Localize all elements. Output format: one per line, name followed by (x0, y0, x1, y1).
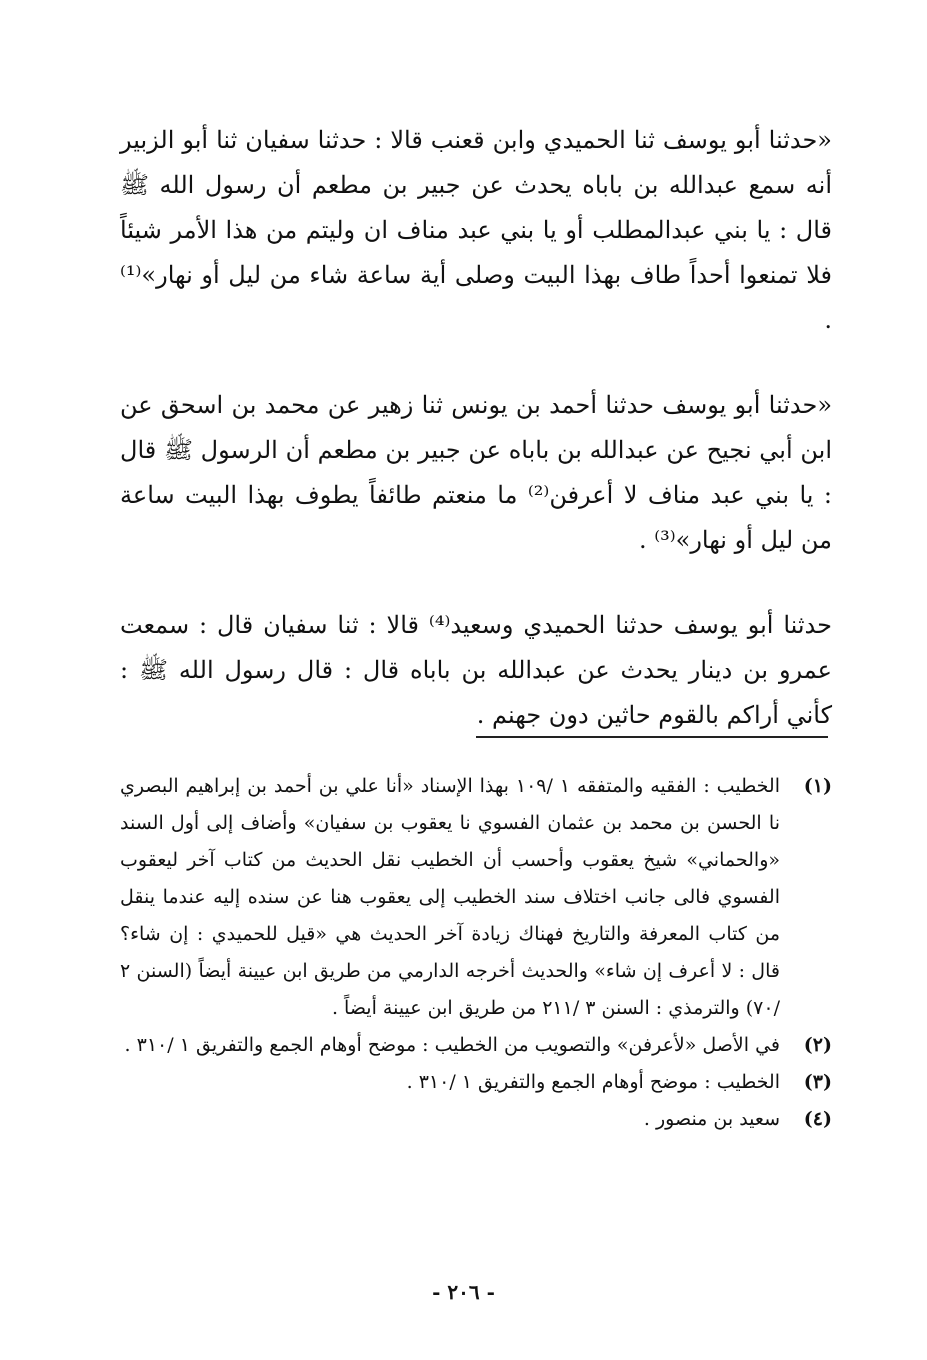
footnote-2 (120, 1027, 832, 1064)
footnote-text: الخطيب : الفقيه والمتفقه ١ /١٠٩ بهذا الإسناد «أنا علي بن أحمد بن إبراهيم البصري نا الحسن بن محمد بن عثمان الفسوي نا يعقوب بن سفيان» وأضاف إلى أول السند «والحماني» شيخ يعقوب وأحسب أن الخطيب نقل الحديث من كتاب آخر ليعقوب الفسوي فالى جانب اختلاف سند الخطيب إلى يعقوب هنا عن سنده إليه عندما ينقل من كتاب المعرفة والتاريخ فهناك زيادة آخر الحديث هي «قيل للحميدي : إن شاء؟ قال : لا أعرف إن شاء» والحديث أخرجه الدارمي من طريق ابن عيينة أيضاً (السنن ٢ /٧٠) والترمذي : السنن ٣ /٢١١ من طريق ابن عيينة أيضاً . (120, 775, 780, 1019)
footnote-number: (٢) (803, 1034, 832, 1056)
footnote-text: الخطيب : موضح أوهام الجمع والتفريق ١ /٣١٠ . (406, 1071, 780, 1093)
hadith-paragraph-3: حدثنا أبو يوسف حدثنا الحميدي وسعيد⁽⁴⁾ قالا : ثنا سفيان قال : سمعت عمرو بن دينار يحدث عن عبدالله بن باباه قال : قال رسول الله ﷺ : كأني أراكم بالقوم حاثين دون جهنم . (120, 611, 832, 729)
footnote-1 (120, 768, 832, 1027)
footnote-text: سعيد بن منصور . (643, 1108, 780, 1130)
hadith-paragraph-1: «حدثنا أبو يوسف ثنا الحميدي وابن قعنب قالا : حدثنا سفيان ثنا أبو الزبير أنه سمع عبدالله بن باباه يحدث عن جبير بن مطعم أن رسول الله ﷺ قال : يا بني عبدالمطلب أو يا بني عبد مناف ان وليتم من هذا الأمر شيئاً فلا تمنعوا أحداً طاف بهذا البيت وصلى أية ساعة شاء من ليل أو نهار»⁽¹⁾ . (120, 126, 832, 334)
footnote-number: (٤) (803, 1108, 832, 1130)
page-number: - ٢٠٦ - (432, 1280, 495, 1304)
main-text (120, 118, 832, 738)
footnote-4 (120, 1101, 832, 1138)
hadith-paragraph-2: «حدثنا أبو يوسف حدثنا أحمد بن يونس ثنا زهير عن محمد بن اسحق عن ابن أبي نجيح عن عبدالله بن باباه عن جبير بن مطعم أن الرسول ﷺ قال : يا بني عبد مناف لا أعرفن⁽²⁾ ما منعتم طائفاً يطوف بهذا البيت ساعة من ليل أو نهار»⁽³⁾ . (120, 391, 832, 554)
footnote-separator (476, 736, 828, 738)
footnotes (120, 768, 832, 1138)
footnote-text: في الأصل «لأعرفن» والتصويب من الخطيب : موضح أوهام الجمع والتفريق ١ /٣١٠ . (124, 1034, 780, 1056)
footnote-number: (٣) (803, 1071, 832, 1093)
footnote-3 (120, 1064, 832, 1101)
footnote-number: (١) (803, 775, 832, 797)
